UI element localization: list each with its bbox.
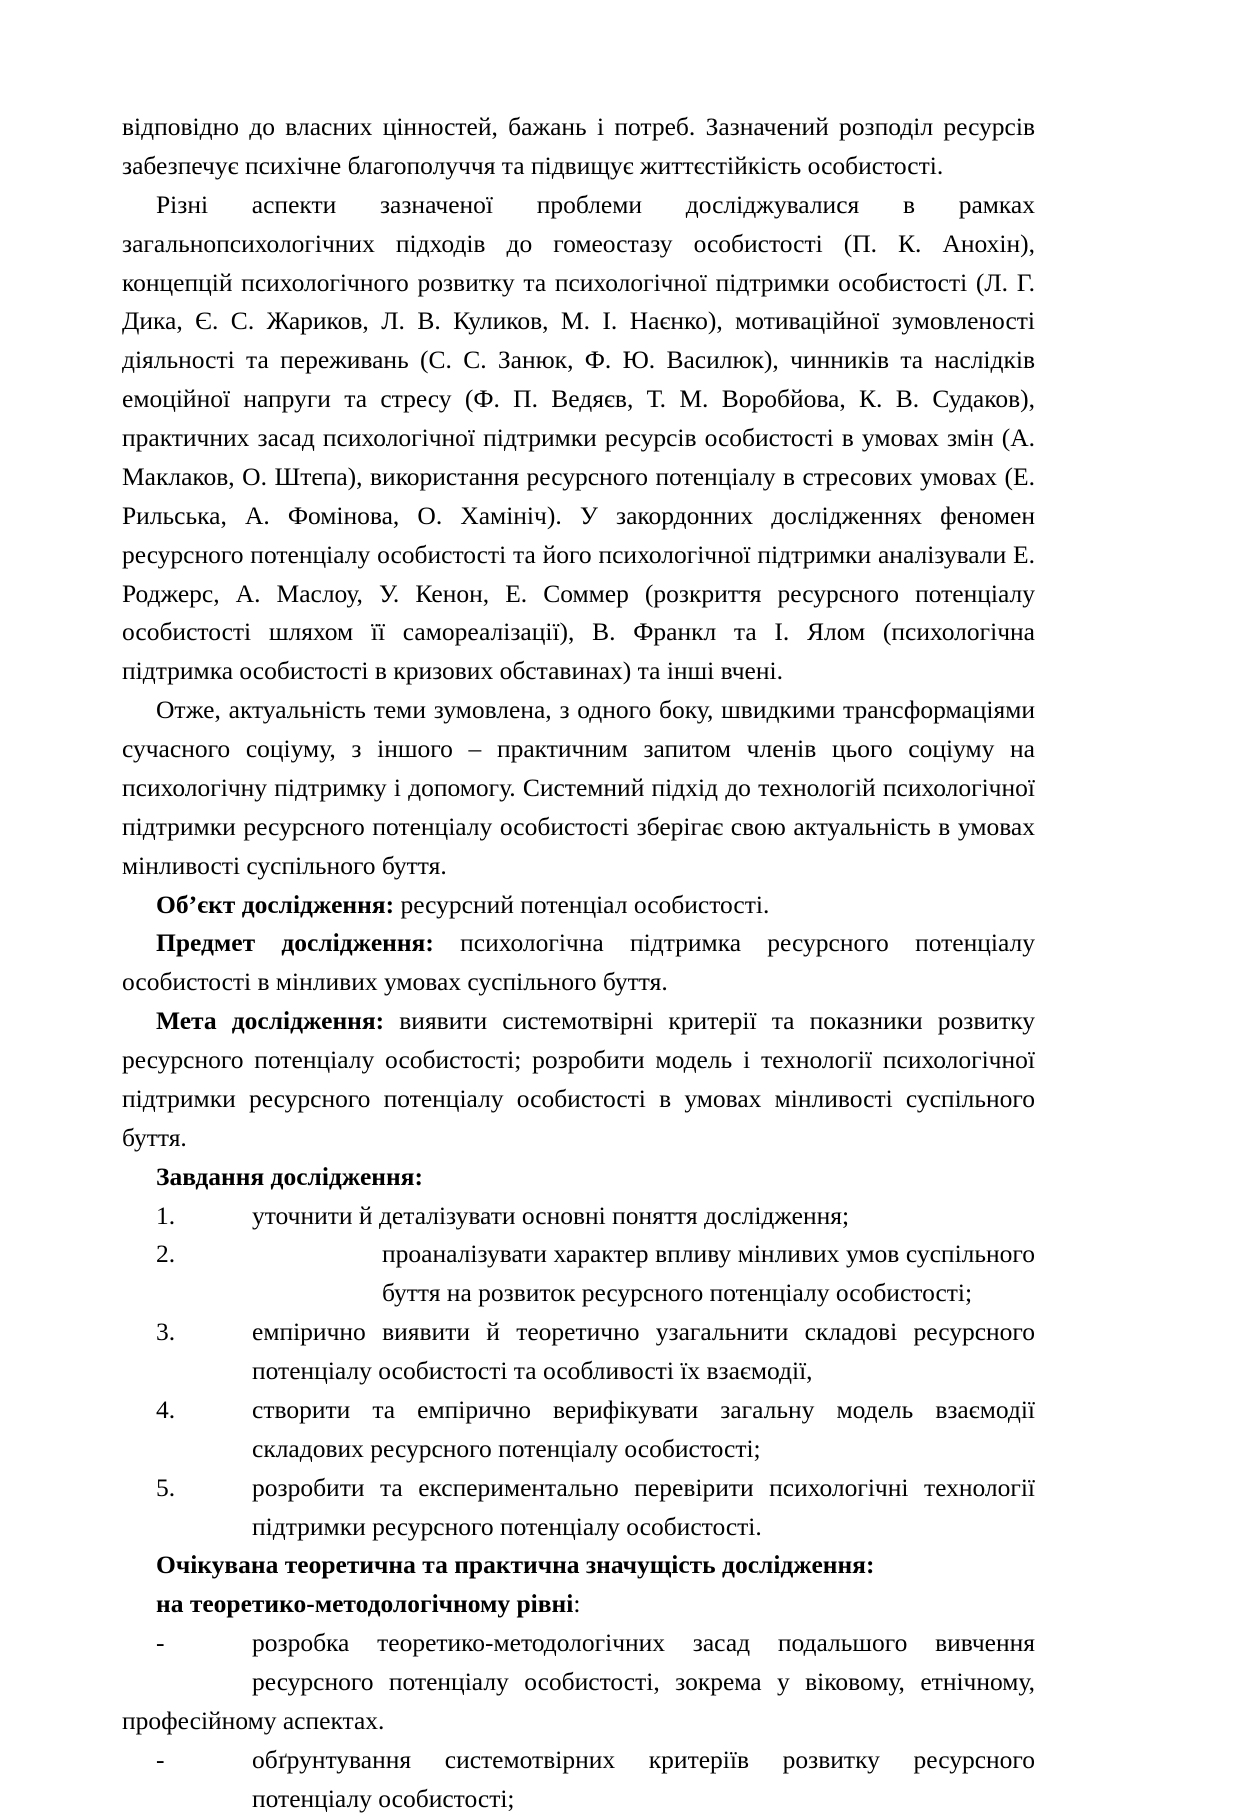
significance-item-2: [122, 1741, 1035, 1819]
significance-level-heading: [122, 1585, 1035, 1624]
paragraph-resource-distribution: відповідно до власних цінностей, бажань і потреб. Зазначений розподіл ресурсів забезпечує психічне благополуччя та підвищує життєстійкість особистості.: [122, 112, 1035, 180]
task-item-number: 4.: [156, 1394, 176, 1424]
significance-item-1: [122, 1624, 1035, 1741]
significance-level-colon: :: [573, 1589, 581, 1619]
significance-item-text: розробка теоретико-методологічних засад подальшого вивчення ресурсного потенціалу особистості, зокрема у віковому, етнічному, професійному аспектах.: [122, 1628, 1035, 1735]
task-item-number: 5.: [156, 1472, 176, 1502]
definition-goal: [122, 1002, 1035, 1158]
significance-heading: Очікувана теоретична та практична значущість дослідження:: [156, 1550, 875, 1580]
significance-item-marker: -: [156, 1628, 165, 1658]
definition-subject-label: Предмет дослідження:: [156, 928, 434, 958]
task-item-number: 2.: [156, 1239, 176, 1269]
definition-subject: [122, 924, 1035, 1002]
significance-item-marker: -: [156, 1744, 165, 1774]
task-item-text: створити та емпірично верифікувати загальну модель взаємодії складових ресурсного потенціалу особистості;: [252, 1394, 1035, 1463]
task-item-4: [122, 1391, 1035, 1469]
definition-subject-text: психологічна підтримка ресурсного потенціалу особистості в мінливих умовах суспільного буття.: [122, 928, 1035, 997]
list-marker-spacer: [252, 1235, 382, 1274]
definition-object-text: ресурсний потенціал особистості.: [394, 889, 770, 919]
task-item-1: [122, 1197, 1035, 1236]
task-item-text: проаналізувати характер впливу мінливих умов суспільного буття на розвиток ресурсного потенціалу особистості;: [382, 1239, 1035, 1308]
definition-goal-label: Мета дослідження:: [156, 1006, 385, 1036]
task-item-text: емпірично виявити й теоретично узагальнити складові ресурсного потенціалу особистості та особливості їх взаємодії,: [252, 1317, 1035, 1385]
definition-object: [122, 886, 1035, 925]
task-item-text: розробити та експериментально перевірити психологічні технології підтримки ресурсного потенціалу особистості.: [252, 1472, 1035, 1541]
task-item-number: 1.: [156, 1200, 176, 1230]
tasks-heading: Завдання дослідження:: [156, 1161, 423, 1191]
definition-object-label: Об’єкт дослідження:: [156, 889, 395, 919]
paragraph-research-background: Різні аспекти зазначеної проблеми досліджувалися в рамках загальнопсихологічних підходів до гомеостазу особистості (П. К. Анохін), концепцій психологічного розвитку та психологічної підтримки особистості (Л. Г. Дика, Є. С. Жариков, Л. В. Куликов, М. І. Наєнко), мотиваційної зумовленості діяльності та переживань (С. С. Занюк, Ф. Ю. Василюк), чинників та наслідків емоційної напруги та стресу (Ф. П. Ведяєв, Т. М. Воробйова, К. В. Судаков), практичних засад психологічної підтримки ресурсів особистості в умовах змін (А. Маклаков, О. Штепа), використання ресурсного потенціалу в стресових умовах (Е. Рильська, А. Фомінова, О. Хамініч). У закордонних дослідженнях феномен ресурсного потенціалу особистості та його психологічної підтримки аналізували Е. Роджерс, А. Маслоу, У. Кенон, Е. Соммер (розкриття ресурсного потенціалу особистості шляхом її самореалізації), В. Франкл та І. Ялом (психологічна підтримка особистості в кризових обставинах) та інші вчені.: [122, 189, 1035, 686]
definition-goal-text: виявити системотвірні критерії та показники розвитку ресурсного потенціалу особистості; розробити модель і технології психологічної підтримки ресурсного потенціалу особистості в умовах мінливості суспільного буття.: [122, 1006, 1035, 1152]
significance-item-text: обґрунтування системотвірних критеріїв розвитку ресурсного потенціалу особистості;: [252, 1744, 1035, 1813]
task-item-text: уточнити й деталізувати основні поняття дослідження;: [252, 1200, 850, 1230]
task-item-number: 3.: [156, 1317, 176, 1347]
significance-level-label: на теоретико-методологічному рівні: [156, 1589, 574, 1619]
task-item-2: [122, 1235, 1035, 1313]
document-body: [122, 108, 1035, 1819]
paragraph-relevance-conclusion: Отже, актуальність теми зумовлена, з одного боку, швидкими трансформаціями сучасного соціуму, з іншого – практичним запитом членів цього соціуму на психологічну підтримку і допомогу. Системний підхід до технологій психологічної підтримки ресурсного потенціалу особистості зберігає свою актуальність в умовах мінливості суспільного буття.: [122, 695, 1035, 880]
task-item-5: [122, 1469, 1035, 1547]
task-item-3: [122, 1313, 1035, 1391]
